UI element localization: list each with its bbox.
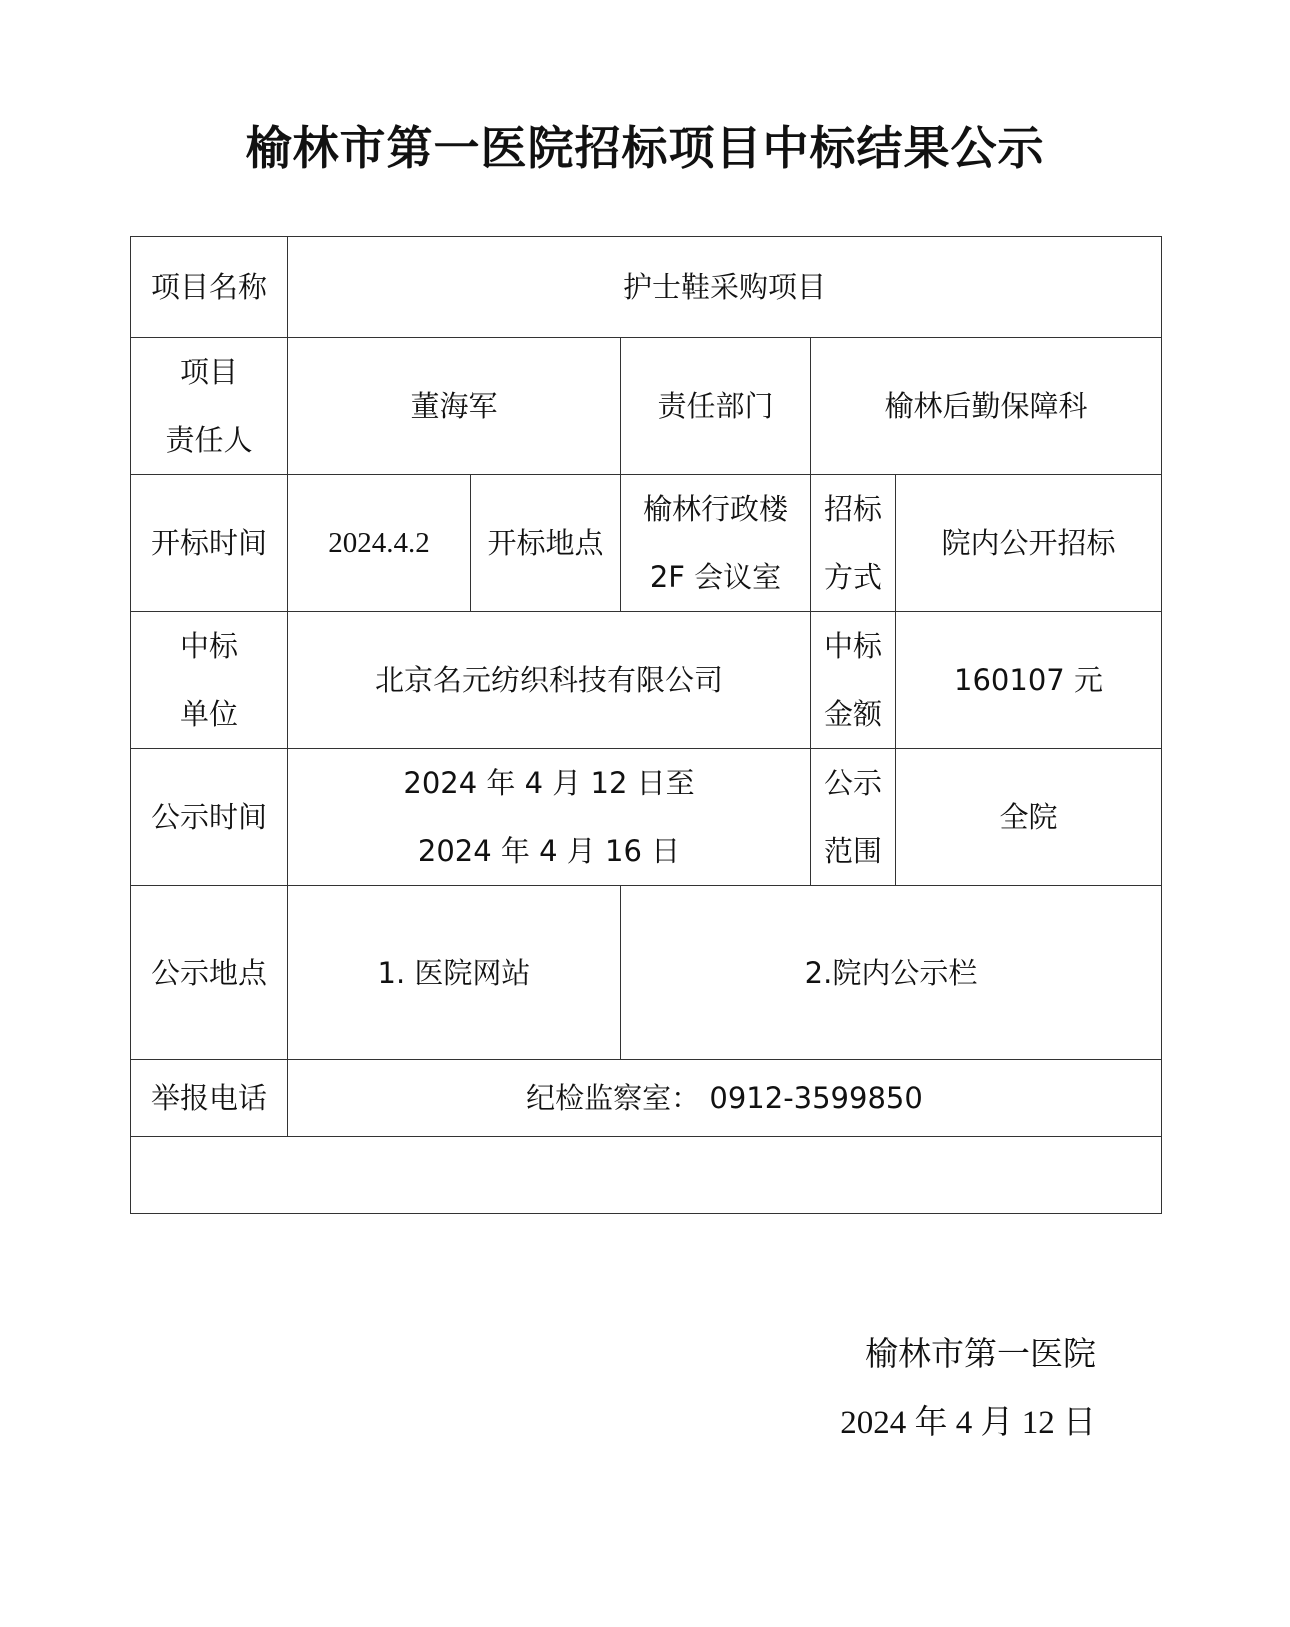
winner-label-line2: 单位 xyxy=(179,697,238,731)
amount-label xyxy=(811,612,896,749)
notice-place-item-2: 2.院内公示栏 xyxy=(621,886,1162,1060)
row-notice-place xyxy=(131,886,1162,1060)
report-label: 举报电话 xyxy=(131,1060,288,1137)
method-label xyxy=(811,475,896,612)
row-empty xyxy=(131,1137,1162,1214)
page-title: 榆林市第一医院招标项目中标结果公示 xyxy=(245,121,1045,175)
open-place-line1: 榆林行政楼 xyxy=(642,492,788,526)
open-place-line2: 2F 会议室 xyxy=(649,560,782,594)
owner-label-line1: 项目 xyxy=(179,355,238,389)
method-label-line2: 方式 xyxy=(823,560,882,594)
row-report xyxy=(131,1060,1162,1137)
project-name-value: 护士鞋采购项目 xyxy=(288,237,1162,338)
open-time-value: 2024.4.2 xyxy=(288,475,471,612)
row-project-name xyxy=(131,237,1162,338)
notice-time-label: 公示时间 xyxy=(131,749,288,886)
row-owner xyxy=(131,338,1162,475)
row-notice-time xyxy=(131,749,1162,886)
winner-value: 北京名元纺织科技有限公司 xyxy=(288,612,811,749)
open-place-label: 开标地点 xyxy=(471,475,621,612)
amount-value: 160107 元 xyxy=(896,612,1162,749)
notice-time-line1: 2024 年 4 月 12 日至 xyxy=(403,766,695,800)
report-value: 纪检监察室： 0912-3599850 xyxy=(288,1060,1162,1137)
method-value: 院内公开招标 xyxy=(896,475,1162,612)
project-name-label: 项目名称 xyxy=(131,237,288,338)
winner-label xyxy=(131,612,288,749)
dept-value: 榆林后勤保障科 xyxy=(811,338,1162,475)
result-table xyxy=(130,236,1162,1214)
signature-org: 榆林市第一医院 xyxy=(865,1334,1096,1373)
row-open xyxy=(131,475,1162,612)
dept-label: 责任部门 xyxy=(621,338,811,475)
signature-date: 2024 年 4 月 12 日 xyxy=(840,1405,1096,1441)
notice-time-value xyxy=(288,749,811,886)
amount-label-line1: 中标 xyxy=(823,629,882,663)
empty-cell xyxy=(131,1137,1162,1214)
notice-time-line2: 2024 年 4 月 16 日 xyxy=(417,834,681,868)
scope-value: 全院 xyxy=(896,749,1162,886)
owner-label-line2: 责任人 xyxy=(165,423,253,457)
scope-label-line2: 范围 xyxy=(823,834,882,868)
row-winner xyxy=(131,612,1162,749)
amount-label-line2: 金额 xyxy=(823,697,882,731)
open-time-label: 开标时间 xyxy=(131,475,288,612)
scope-label xyxy=(811,749,896,886)
notice-place-item-1: 1. 医院网站 xyxy=(288,886,621,1060)
method-label-line1: 招标 xyxy=(823,492,882,526)
notice-place-label: 公示地点 xyxy=(131,886,288,1060)
owner-label xyxy=(131,338,288,475)
scope-label-line1: 公示 xyxy=(823,766,882,800)
winner-label-line1: 中标 xyxy=(179,629,238,663)
open-place-value xyxy=(621,475,811,612)
owner-value: 董海军 xyxy=(288,338,621,475)
